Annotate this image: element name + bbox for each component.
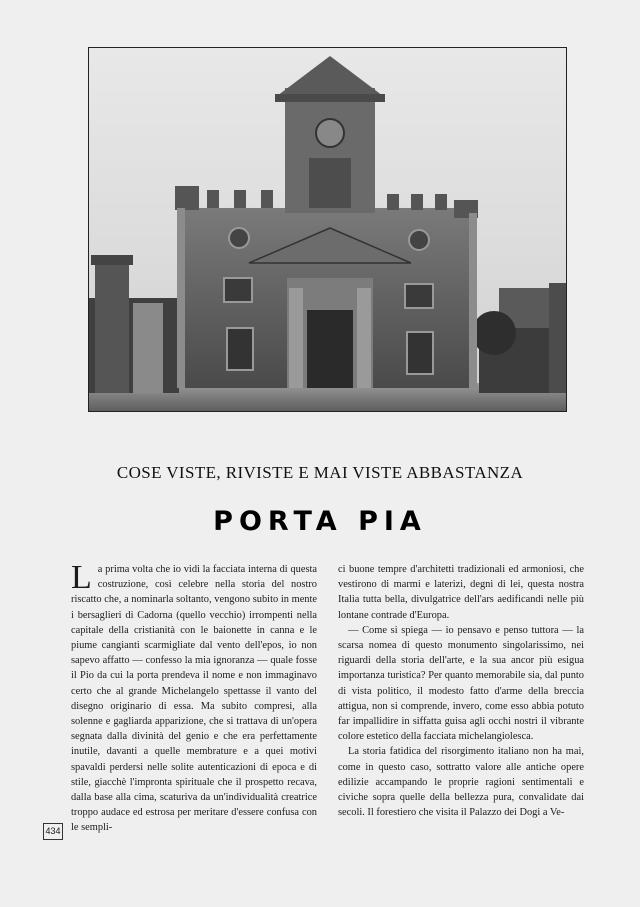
article-title: PORTA PIA	[213, 506, 427, 537]
left-column	[71, 559, 317, 836]
dropcap-letter: L	[71, 559, 92, 596]
page-number: 434	[43, 823, 63, 840]
paragraph: La storia fatidica del risorgimento italiano non ha mai, come in questo caso, sottratto valore alle antiche opere edilizie accampando le proprie ragioni sentimentali e civiche sopra quelle della bellezza pura, convalidate dai secoli. Il forestiero che visita il Palazzo dei Dogi a Ve-	[338, 746, 584, 819]
porta-pia-photograph	[88, 47, 567, 412]
paragraph	[71, 559, 317, 836]
right-column	[338, 562, 584, 820]
paragraph: — Come si spiega — io pensavo e penso tuttora — la scarsa nomea di questo monumento singolarissimo, nei riguardi della storia dell'arte, e la sua ancor più esigua importanza turistica? Per quanto memorabile sia, dal punto di vista politico, il modesto fatto d'arme della breccia attigua, non si comprende, invero, come esso abbia potuto far impallidire in siffatta guisa agli occhi nostri il vibrante colore estetico della facciata michelangiolesca.	[338, 624, 584, 743]
section-subtitle: COSE VISTE, RIVISTE E MAI VISTE ABBASTANZA	[116, 463, 524, 482]
paragraph: ci buone tempre d'architetti tradizionali ed armoniosi, che vestirono di marmi e laterizi, degni di lei, questa nostra Italia tutta bella, divulgatrice dell'ars aedificandi nelle più lontane contrade d'Europa.	[338, 564, 584, 621]
paragraph-text: a prima volta che io vidi la facciata interna di questa costruzione, così celebre nella storia del nostro riscatto che, a nominarla soltanto, vengono subito in mente i bersaglieri di Cadorna (quello vecchio) irrompenti nella capitale della cristianità con le baionette in canna e le piume cangianti scarmigliate dal vento dell'epos, io non sapevo affatto — confesso la mia ignoranza — quale fosse il Pio da cui la porta prendeva il nome e non immaginavo certo che al grande Michelangelo spettasse il vanto del disegno originario di essa. Ma subito compresi, alla solenne e gagliarda apparizione, che si trattava di un'opera segnata dalla divinità del genio e che era perfettamente inutile, davanti a quelle membrature e a quei motivi spavaldi perdersi nelle solite autenticazioni di epoca e di stile, giacchè l'impronta spirituale che il prospetto recava, dalla base alla cima, scaturiva da un'individualità creatrice troppo audace ed estrosa per meritare d'essere confusa con le sempli-	[71, 564, 317, 834]
